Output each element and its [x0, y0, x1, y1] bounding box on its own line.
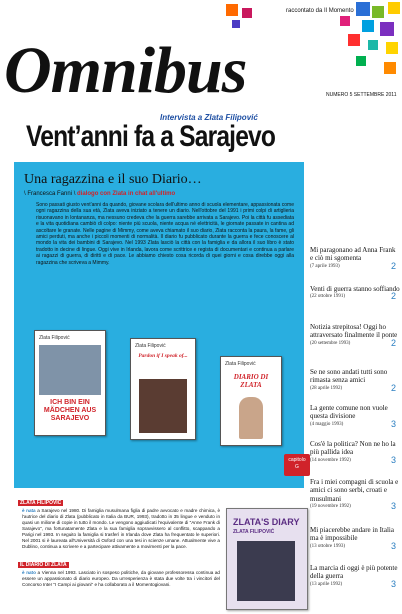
- article-panel: [14, 162, 304, 488]
- bio-author: [22, 508, 220, 550]
- toc-item[interactable]: [310, 368, 400, 392]
- toc-item[interactable]: [310, 478, 400, 510]
- bio-diary: [22, 570, 220, 588]
- toc-date: (13 aprile 1992): [310, 581, 343, 587]
- color-square: [368, 40, 378, 50]
- book-title: Pardon if I speak of...: [138, 353, 188, 359]
- issue-number: NUMERO 5 SETTEMBRE 2011: [326, 92, 397, 98]
- toc-title: Mi paragonano ad Anna Frank e ciò mi sgomenta: [310, 246, 396, 263]
- color-square: [386, 42, 398, 54]
- toc-page: 3: [390, 454, 396, 465]
- chapter-badge: capitolo G: [284, 454, 310, 476]
- toc-item[interactable]: [310, 323, 400, 347]
- toc-title: Fra i miei compagni di scuola e amici ci sono serbi, croati e musulmani: [310, 478, 399, 503]
- color-square: [388, 2, 400, 14]
- bio-label-diary: IL DIARIO DI ZLATA: [20, 562, 67, 568]
- diary-book-cover: [226, 508, 308, 610]
- book-title: DIARIO DI ZLATA: [233, 373, 269, 389]
- color-square: [356, 2, 370, 16]
- book-cover-german: [34, 330, 106, 436]
- diary-title: ZLATA'S DIARY: [233, 517, 300, 527]
- book-cover-french: [130, 338, 196, 440]
- diary-photo: [237, 541, 295, 601]
- bio-label-author: ZLATA FILIPOVIĆ: [20, 500, 62, 506]
- toc-page: 2: [390, 337, 396, 348]
- toc-title: Se ne sono andati tutti sono rimasta senza amici: [310, 368, 388, 385]
- color-square: [232, 20, 240, 28]
- toc-date: (19 novembre 1992): [310, 504, 351, 510]
- toc-item[interactable]: [310, 526, 400, 550]
- color-square: [340, 16, 350, 26]
- magazine-logo: Omnibus: [4, 34, 247, 107]
- toc-item[interactable]: [310, 404, 400, 428]
- color-square: [356, 56, 366, 66]
- article-body: Sono passati giusto vent'anni da quando, giovane scolara dell'ultimo anno di scuola elementare, appassionata come ogni ragazzina della sua età, Zlata aveva iniziato a tenere un diario. Nell'ottobre del 1991 i primi colpi di artiglieria risuonavano in lontananza, ma nessuno credeva che la guerra sarebbe arrivata a Sarajevo. Poi la città fu assediata e la vita quotidiana cambiò di colpo: niente più scuola, niente acqua né elettricità, le giornate passate in cantina ad ascoltare le granate. Nelle pagine di Mimmy, come aveva chiamato il suo diario, Zlata racconta la paura, la fame, gli amici perduti, ma anche i piccoli momenti di normalità. Il diario fu pubblicato durante la guerra e fece conoscere al mondo la vita dei bambini di Sarajevo. Nel 1993 Zlata lasciò la città con la famiglia e da allora il suo libro è stato tradotto in decine di lingue. Oggi vive in Irlanda, lavora come scrittrice e regista di documentari e continua a parlare ai ragazzi di guerra, di diritti e di pace. Le abbiamo chiesto cosa ricorda di quei giorni e cosa direbbe oggi alla ragazzina che scriveva a Mimmy.: [36, 202, 294, 266]
- book-author: Zlata Filipović: [39, 335, 70, 341]
- toc-title: Mi piacerebbe andare in Italia ma è impossibile: [310, 526, 394, 543]
- book-photo: [139, 379, 187, 433]
- book-author: Zlata Filipović: [225, 361, 256, 367]
- toc-item[interactable]: [310, 246, 400, 270]
- toc-page: 2: [390, 291, 396, 302]
- toc-date: (14 novembre 1992): [310, 457, 351, 463]
- bio-lead: è nato: [22, 570, 36, 575]
- byline-note: dialogo con Zlata in chat all'ultimo: [77, 191, 176, 197]
- book-cover-italian: [220, 356, 282, 446]
- toc-title: Notizia strepitosa! Oggi ho attraversato finalmente il ponte: [310, 323, 398, 340]
- toc-page: 3: [390, 501, 396, 512]
- toc-page: 3: [390, 540, 396, 551]
- color-square: [384, 62, 396, 74]
- toc-page: 3: [390, 418, 396, 429]
- book-photo: [39, 345, 101, 395]
- toc-date: (22 ottobre 1991): [310, 294, 345, 300]
- toc-date: (28 aprile 1992): [310, 385, 343, 391]
- book-author: Zlata Filipović: [135, 343, 166, 349]
- toc-date: (13 ottobre 1993): [310, 543, 345, 549]
- book-illustration: [239, 397, 263, 439]
- diary-author: ZLATA FILIPOVIĆ: [233, 529, 275, 535]
- toc-title: Venti di guerra stanno soffiando: [310, 285, 400, 293]
- bio-lead: è nata: [22, 508, 36, 513]
- toc-title: Cos'è la politica? Non ne ho la più pallida idea: [310, 440, 396, 457]
- color-square: [380, 22, 394, 36]
- masthead-subtitle: raccontato da Il Momento: [286, 8, 354, 14]
- toc-date: (7 aprile 1993): [310, 263, 340, 269]
- color-square: [372, 6, 384, 18]
- color-square: [242, 8, 252, 18]
- toc-title: La marcia di oggi è più potente della guerra: [310, 564, 398, 581]
- toc-item[interactable]: [310, 440, 400, 464]
- color-square: [226, 4, 238, 16]
- article-kicker: Intervista a Zlata Filipović: [160, 113, 258, 122]
- toc-page: 2: [390, 382, 396, 393]
- toc-page: 2: [390, 260, 396, 271]
- color-square: [348, 34, 360, 46]
- panel-title: Una ragazzina e il suo Diario…: [24, 172, 202, 187]
- toc-title: La gente comune non vuole questa divisione: [310, 404, 388, 421]
- book-title: ICH BIN EIN MÄDCHEN AUS SARAJEVO: [43, 399, 97, 422]
- panel-byline: [24, 190, 175, 198]
- bio-text: a Sarajevo nel 1980. Di famiglia musulmana figlia di padre avvocato e madre chimica, è l'autrice del diario di Zlata (pubblicato in Italia da BUR, 1993), tradotto in 35 lingue e venduto in quasi un milione di copie in tutto il mondo. Le vengono aggiudicati l'equivalente di "Anne Frank di Sarajevo", ma fortunatamente Zlata e la sua famiglia sopravvissero al conflitto, scappando a Parigi nel 1993. In seguito la famiglia si trasferì in Irlanda dove Zlata ha frequentato le superiori. Nel 2001 si è laureata all'Università di Oxford con una tesi in scienze umane. Attualmente vive a Dublino, continua a scrivere e a partecipare attivamente a movimenti per la pace.: [22, 508, 220, 549]
- toc-page: 3: [390, 578, 396, 589]
- toc-date: (20 settembre 1993): [310, 340, 351, 346]
- bio-text: a Vienna nel 1993. Lasciato in sospeso politiche, da giovane professoressa continua ad essere un appassionato di diario europeo. Da un'esperienza è stata due volte tra i vincitori del Concorso Inter "I Campi ai giovani" e ha collaborato a il Momentogiovani.: [22, 570, 220, 587]
- toc-item[interactable]: [310, 564, 400, 588]
- color-square: [362, 20, 374, 32]
- article-headline: Vent’anni fa a Sarajevo: [26, 120, 276, 153]
- masthead: [0, 0, 402, 110]
- toc-date: (4 maggio 1993): [310, 421, 344, 427]
- byline-author: \ Francesca Fanni \: [24, 191, 76, 197]
- toc-item[interactable]: [310, 285, 400, 300]
